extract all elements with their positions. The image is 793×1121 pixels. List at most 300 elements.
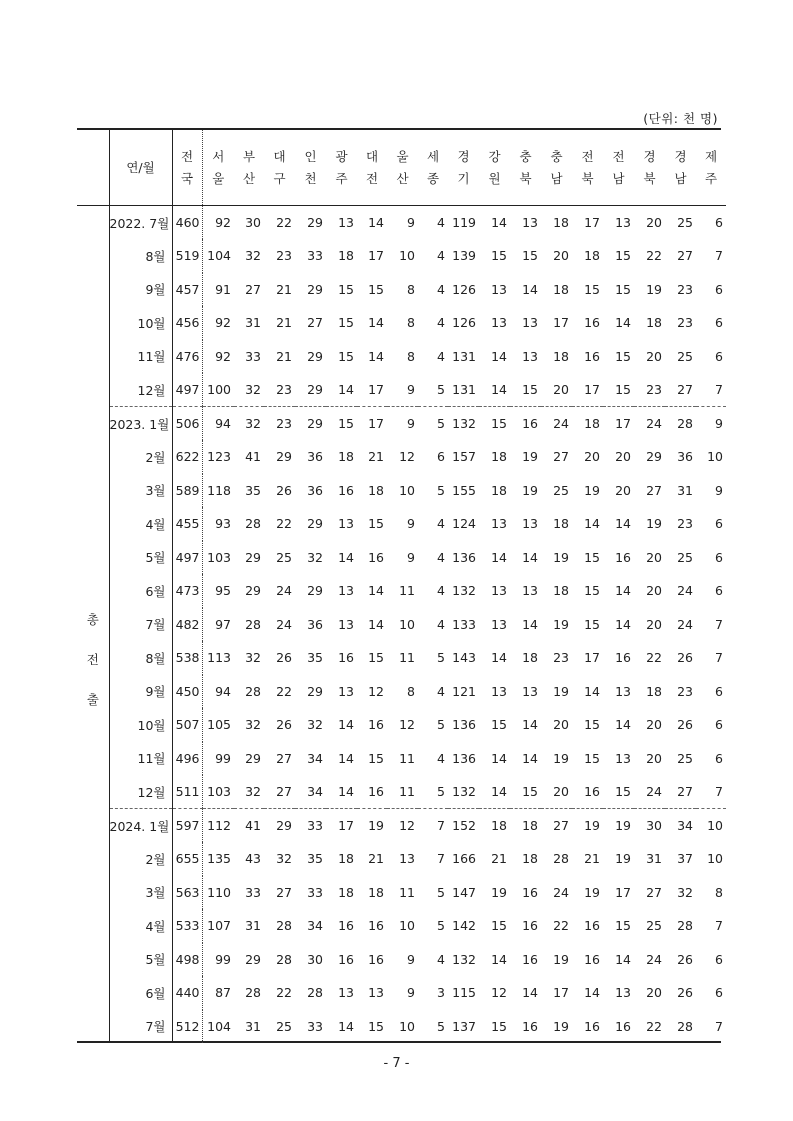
- cell-value: 13: [399, 851, 415, 867]
- cell-value: 26: [677, 985, 693, 1001]
- header-region-char: 북: [519, 170, 532, 186]
- cell-value: 32: [245, 248, 261, 264]
- cell-value: 23: [646, 382, 662, 397]
- cell-value: 9: [407, 549, 415, 565]
- cell-value: 132: [452, 583, 476, 599]
- cell-value: 19: [572, 809, 603, 843]
- row-label: 7월: [109, 608, 172, 642]
- header-region-char: 강: [488, 148, 501, 164]
- cell-value: 482: [172, 608, 202, 642]
- cell-value: 22: [646, 650, 662, 666]
- cell-value: 16: [522, 951, 538, 967]
- header-region-char: 경: [457, 148, 470, 164]
- cell-value: 14: [522, 549, 538, 565]
- cell-value: 24: [541, 407, 572, 441]
- cell-value: 22: [276, 683, 292, 699]
- table-row: [77, 541, 726, 575]
- cell-value: 166: [452, 851, 476, 867]
- cell-value: 32: [245, 382, 261, 397]
- cell-value: 93: [215, 516, 231, 532]
- cell-value: 135: [207, 851, 231, 867]
- cell-value: 20: [646, 549, 662, 565]
- cell-value: 15: [584, 717, 600, 733]
- header-region: [665, 130, 696, 206]
- cell-value: 14: [615, 583, 631, 599]
- cell-value: 8: [407, 348, 415, 364]
- cell-value: 15: [338, 315, 354, 331]
- header-region-char: 울: [212, 170, 225, 186]
- cell-value: 11: [399, 650, 415, 666]
- table-row: [77, 340, 726, 374]
- cell-value: 9: [407, 985, 415, 1001]
- cell-value: 110: [207, 884, 231, 900]
- table-row: [77, 909, 726, 943]
- cell-value: 5: [437, 1018, 445, 1034]
- cell-value: 32: [245, 784, 261, 799]
- cell-value: 29: [264, 809, 295, 843]
- cell-value: 22: [276, 215, 292, 230]
- cell-value: 16: [510, 407, 541, 441]
- cell-value: 6: [715, 951, 723, 967]
- cell-value: 14: [338, 549, 354, 565]
- header-region-char: 남: [612, 170, 625, 186]
- cell-value: 29: [307, 683, 323, 699]
- cell-value: 16: [584, 784, 600, 799]
- cell-value: 5: [437, 382, 445, 397]
- cell-value: 28: [276, 918, 292, 934]
- cell-value: 4: [437, 683, 445, 699]
- header-region: [448, 130, 479, 206]
- cell-value: 132: [452, 784, 476, 799]
- cell-value: 10: [707, 449, 723, 465]
- cell-value: 136: [452, 549, 476, 565]
- cell-value: 13: [522, 683, 538, 699]
- cell-value: 4: [437, 583, 445, 599]
- table-header-row: [77, 130, 726, 206]
- cell-value: 24: [553, 884, 569, 900]
- cell-value: 22: [646, 248, 662, 264]
- cell-value: 92: [215, 348, 231, 364]
- cell-value: 23: [264, 407, 295, 441]
- row-label: 12월: [109, 775, 172, 809]
- cell-value: 26: [677, 951, 693, 967]
- cell-value: 131: [452, 382, 476, 397]
- table-row: [77, 876, 726, 910]
- cell-value: 10: [399, 248, 415, 264]
- cell-value: 25: [276, 1018, 292, 1034]
- cell-value: 22: [646, 1018, 662, 1034]
- cell-value: 14: [491, 215, 507, 230]
- header-region: [541, 130, 572, 206]
- cell-value: 31: [646, 851, 662, 867]
- table-row: [77, 474, 726, 508]
- cell-value: 6: [715, 985, 723, 1001]
- cell-value: 18: [553, 215, 569, 230]
- header-region-char: 대: [365, 148, 379, 164]
- cell-value: 16: [584, 315, 600, 331]
- cell-value: 18: [338, 449, 354, 465]
- row-label: 3월: [109, 876, 172, 910]
- cell-value: 4: [437, 248, 445, 264]
- cell-value: 13: [491, 516, 507, 532]
- cell-value: 91: [215, 281, 231, 297]
- table-row: [77, 742, 726, 776]
- cell-value: 32: [276, 851, 292, 867]
- header-region-char: 울: [396, 148, 409, 164]
- cell-value: 27: [677, 784, 693, 799]
- cell-value: 6: [715, 549, 723, 565]
- header-region-char: 제: [704, 148, 718, 164]
- row-label: 10월: [109, 708, 172, 742]
- cell-value: 18: [584, 248, 600, 264]
- cell-value: 7: [715, 784, 723, 799]
- cell-value: 6: [715, 516, 723, 532]
- header-region-char: 산: [396, 170, 409, 186]
- header-region: [202, 130, 234, 206]
- cell-value: 28: [276, 951, 292, 967]
- migration-table: [77, 128, 721, 1043]
- cell-value: 21: [368, 449, 384, 465]
- cell-value: 512: [172, 1010, 202, 1044]
- cell-value: 25: [677, 215, 693, 230]
- cell-value: 450: [172, 675, 202, 709]
- cell-value: 157: [452, 449, 476, 465]
- cell-value: 41: [245, 449, 261, 465]
- cell-value: 16: [368, 717, 384, 733]
- cell-value: 21: [276, 281, 292, 297]
- cell-value: 15: [491, 1018, 507, 1034]
- cell-value: 27: [307, 315, 323, 331]
- cell-value: 15: [338, 281, 354, 297]
- cell-value: 14: [368, 215, 384, 230]
- cell-value: 15: [491, 717, 507, 733]
- cell-value: 9: [387, 407, 418, 441]
- cell-value: 8: [715, 884, 723, 900]
- cell-value: 4: [437, 315, 445, 331]
- cell-value: 589: [172, 474, 202, 508]
- cell-value: 92: [215, 315, 231, 331]
- cell-value: 5: [437, 784, 445, 799]
- cell-value: 16: [584, 348, 600, 364]
- cell-value: 26: [677, 650, 693, 666]
- header-region: [418, 130, 448, 206]
- table-body: [77, 206, 726, 1044]
- cell-value: 27: [541, 809, 572, 843]
- cell-value: 21: [584, 851, 600, 867]
- cell-value: 6: [715, 215, 723, 230]
- cell-value: 14: [522, 717, 538, 733]
- cell-value: 28: [307, 985, 323, 1001]
- cell-value: 15: [615, 382, 631, 397]
- cell-value: 21: [276, 348, 292, 364]
- cell-value: 22: [276, 516, 292, 532]
- cell-value: 18: [553, 516, 569, 532]
- cell-value: 137: [452, 1018, 476, 1034]
- cell-value: 14: [615, 616, 631, 632]
- side-label-char: 총: [86, 611, 99, 627]
- header-region-char: 경: [674, 148, 687, 164]
- cell-value: 19: [553, 616, 569, 632]
- cell-value: 19: [553, 951, 569, 967]
- cell-value: 17: [584, 650, 600, 666]
- cell-value: 20: [646, 616, 662, 632]
- cell-value: 17: [615, 884, 631, 900]
- cell-value: 99: [215, 750, 231, 766]
- cell-value: 35: [307, 650, 323, 666]
- header-region: [264, 130, 295, 206]
- table-row: [77, 708, 726, 742]
- cell-value: 34: [307, 918, 323, 934]
- header-region-char: 경: [643, 148, 656, 164]
- cell-value: 17: [553, 985, 569, 1001]
- cell-value: 35: [307, 851, 323, 867]
- cell-value: 4: [437, 549, 445, 565]
- cell-value: 27: [553, 449, 569, 465]
- row-label: 6월: [109, 574, 172, 608]
- cell-value: 123: [207, 449, 231, 465]
- cell-value: 27: [646, 482, 662, 498]
- table-row: [77, 306, 726, 340]
- cell-value: 28: [553, 851, 569, 867]
- cell-value: 14: [584, 683, 600, 699]
- cell-value: 26: [677, 717, 693, 733]
- cell-value: 497: [172, 541, 202, 575]
- cell-value: 115: [452, 985, 476, 1001]
- cell-value: 16: [338, 650, 354, 666]
- cell-value: 15: [522, 784, 538, 799]
- cell-value: 20: [646, 717, 662, 733]
- cell-value: 496: [172, 742, 202, 776]
- cell-value: 112: [202, 809, 234, 843]
- row-label: 4월: [109, 909, 172, 943]
- cell-value: 29: [245, 583, 261, 599]
- cell-value: 22: [276, 985, 292, 1001]
- cell-value: 20: [646, 348, 662, 364]
- cell-value: 13: [338, 616, 354, 632]
- row-label: 5월: [109, 943, 172, 977]
- cell-value: 126: [452, 281, 476, 297]
- cell-value: 36: [307, 449, 323, 465]
- cell-value: 16: [615, 1018, 631, 1034]
- cell-value: 16: [338, 482, 354, 498]
- cell-value: 11: [399, 784, 415, 799]
- cell-value: 18: [522, 851, 538, 867]
- cell-value: 9: [407, 951, 415, 967]
- cell-value: 12: [399, 717, 415, 733]
- cell-value: 15: [615, 784, 631, 799]
- cell-value: 29: [295, 407, 326, 441]
- cell-value: 121: [452, 683, 476, 699]
- header-region-char: 북: [643, 170, 656, 186]
- cell-value: 9: [715, 482, 723, 498]
- cell-value: 7: [437, 851, 445, 867]
- header-region: [387, 130, 418, 206]
- header-region: [234, 130, 264, 206]
- cell-value: 473: [172, 574, 202, 608]
- header-region: [603, 130, 634, 206]
- table-row: [77, 775, 726, 809]
- cell-value: 15: [584, 549, 600, 565]
- cell-value: 99: [215, 951, 231, 967]
- cell-value: 10: [399, 616, 415, 632]
- cell-value: 14: [615, 951, 631, 967]
- cell-value: 6: [715, 281, 723, 297]
- cell-value: 34: [307, 750, 323, 766]
- cell-value: 15: [584, 750, 600, 766]
- cell-value: 12: [399, 449, 415, 465]
- cell-value: 16: [584, 1018, 600, 1034]
- cell-value: 14: [491, 348, 507, 364]
- cell-value: 10: [399, 918, 415, 934]
- cell-value: 14: [615, 516, 631, 532]
- header-region: [357, 130, 387, 206]
- cell-value: 14: [522, 281, 538, 297]
- cell-value: 113: [207, 650, 231, 666]
- cell-value: 29: [245, 549, 261, 565]
- header-region-char: 북: [581, 170, 594, 186]
- header-region: [295, 130, 326, 206]
- cell-value: 15: [615, 248, 631, 264]
- cell-value: 19: [553, 1018, 569, 1034]
- cell-value: 4: [437, 348, 445, 364]
- cell-value: 8: [407, 315, 415, 331]
- row-label: 11월: [109, 742, 172, 776]
- cell-value: 5: [437, 918, 445, 934]
- cell-value: 14: [368, 315, 384, 331]
- cell-value: 34: [307, 784, 323, 799]
- cell-value: 16: [615, 549, 631, 565]
- cell-value: 36: [307, 616, 323, 632]
- table-row: [77, 809, 726, 843]
- cell-value: 25: [646, 918, 662, 934]
- cell-value: 14: [368, 583, 384, 599]
- cell-value: 16: [338, 951, 354, 967]
- cell-value: 563: [172, 876, 202, 910]
- cell-value: 13: [338, 683, 354, 699]
- table-row: [77, 507, 726, 541]
- cell-value: 17: [584, 215, 600, 230]
- cell-value: 15: [615, 281, 631, 297]
- table-row: [77, 608, 726, 642]
- header-region: [172, 130, 202, 206]
- cell-value: 21: [368, 851, 384, 867]
- cell-value: 43: [245, 851, 261, 867]
- cell-value: 14: [368, 616, 384, 632]
- cell-value: 18: [491, 449, 507, 465]
- cell-value: 30: [245, 215, 261, 230]
- cell-value: 33: [307, 248, 323, 264]
- cell-value: 25: [677, 348, 693, 364]
- cell-value: 440: [172, 976, 202, 1010]
- row-label: 2022. 7월: [109, 206, 172, 240]
- table-row: [77, 407, 726, 441]
- cell-value: 33: [295, 809, 326, 843]
- cell-value: 119: [452, 215, 476, 230]
- side-label: [77, 206, 109, 1044]
- cell-value: 519: [172, 239, 202, 273]
- cell-value: 23: [553, 650, 569, 666]
- cell-value: 16: [368, 784, 384, 799]
- cell-value: 20: [584, 449, 600, 465]
- cell-value: 15: [584, 583, 600, 599]
- cell-value: 15: [479, 407, 510, 441]
- cell-value: 16: [584, 951, 600, 967]
- cell-value: 34: [665, 809, 696, 843]
- header-region-char: 전: [180, 148, 194, 164]
- cell-value: 19: [553, 549, 569, 565]
- cell-value: 35: [245, 482, 261, 498]
- cell-value: 11: [399, 884, 415, 900]
- cell-value: 18: [491, 482, 507, 498]
- cell-value: 32: [307, 549, 323, 565]
- cell-value: 12: [491, 985, 507, 1001]
- cell-value: 26: [276, 482, 292, 498]
- cell-value: 15: [368, 1018, 384, 1034]
- cell-value: 20: [646, 583, 662, 599]
- cell-value: 33: [245, 348, 261, 364]
- cell-value: 139: [452, 248, 476, 264]
- cell-value: 5: [437, 884, 445, 900]
- cell-value: 24: [276, 583, 292, 599]
- cell-value: 4: [437, 516, 445, 532]
- cell-value: 8: [407, 683, 415, 699]
- cell-value: 6: [715, 315, 723, 331]
- cell-value: 9: [407, 215, 415, 230]
- cell-value: 131: [452, 348, 476, 364]
- cell-value: 15: [326, 407, 357, 441]
- cell-value: 31: [677, 482, 693, 498]
- cell-value: 118: [207, 482, 231, 498]
- cell-value: 18: [338, 248, 354, 264]
- cell-value: 498: [172, 943, 202, 977]
- header-region-char: 기: [457, 170, 470, 186]
- cell-value: 15: [491, 248, 507, 264]
- cell-value: 17: [326, 809, 357, 843]
- cell-value: 18: [553, 348, 569, 364]
- cell-value: 14: [338, 717, 354, 733]
- cell-value: 13: [522, 516, 538, 532]
- cell-value: 14: [491, 549, 507, 565]
- cell-value: 25: [677, 750, 693, 766]
- row-label: 12월: [109, 373, 172, 407]
- cell-value: 20: [646, 215, 662, 230]
- cell-value: 27: [276, 750, 292, 766]
- cell-value: 4: [437, 215, 445, 230]
- cell-value: 26: [276, 717, 292, 733]
- cell-value: 17: [603, 407, 634, 441]
- cell-value: 10: [399, 1018, 415, 1034]
- cell-value: 13: [522, 215, 538, 230]
- cell-value: 23: [677, 281, 693, 297]
- cell-value: 136: [452, 750, 476, 766]
- cell-value: 15: [368, 650, 384, 666]
- cell-value: 25: [553, 482, 569, 498]
- cell-value: 27: [677, 248, 693, 264]
- cell-value: 24: [646, 784, 662, 799]
- cell-value: 456: [172, 306, 202, 340]
- cell-value: 15: [491, 918, 507, 934]
- cell-value: 17: [368, 248, 384, 264]
- cell-value: 32: [234, 407, 264, 441]
- cell-value: 15: [338, 348, 354, 364]
- table-row: [77, 1010, 726, 1044]
- cell-value: 15: [522, 382, 538, 397]
- cell-value: 622: [172, 440, 202, 474]
- cell-value: 16: [368, 951, 384, 967]
- cell-value: 13: [522, 583, 538, 599]
- cell-value: 13: [522, 348, 538, 364]
- cell-value: 124: [452, 516, 476, 532]
